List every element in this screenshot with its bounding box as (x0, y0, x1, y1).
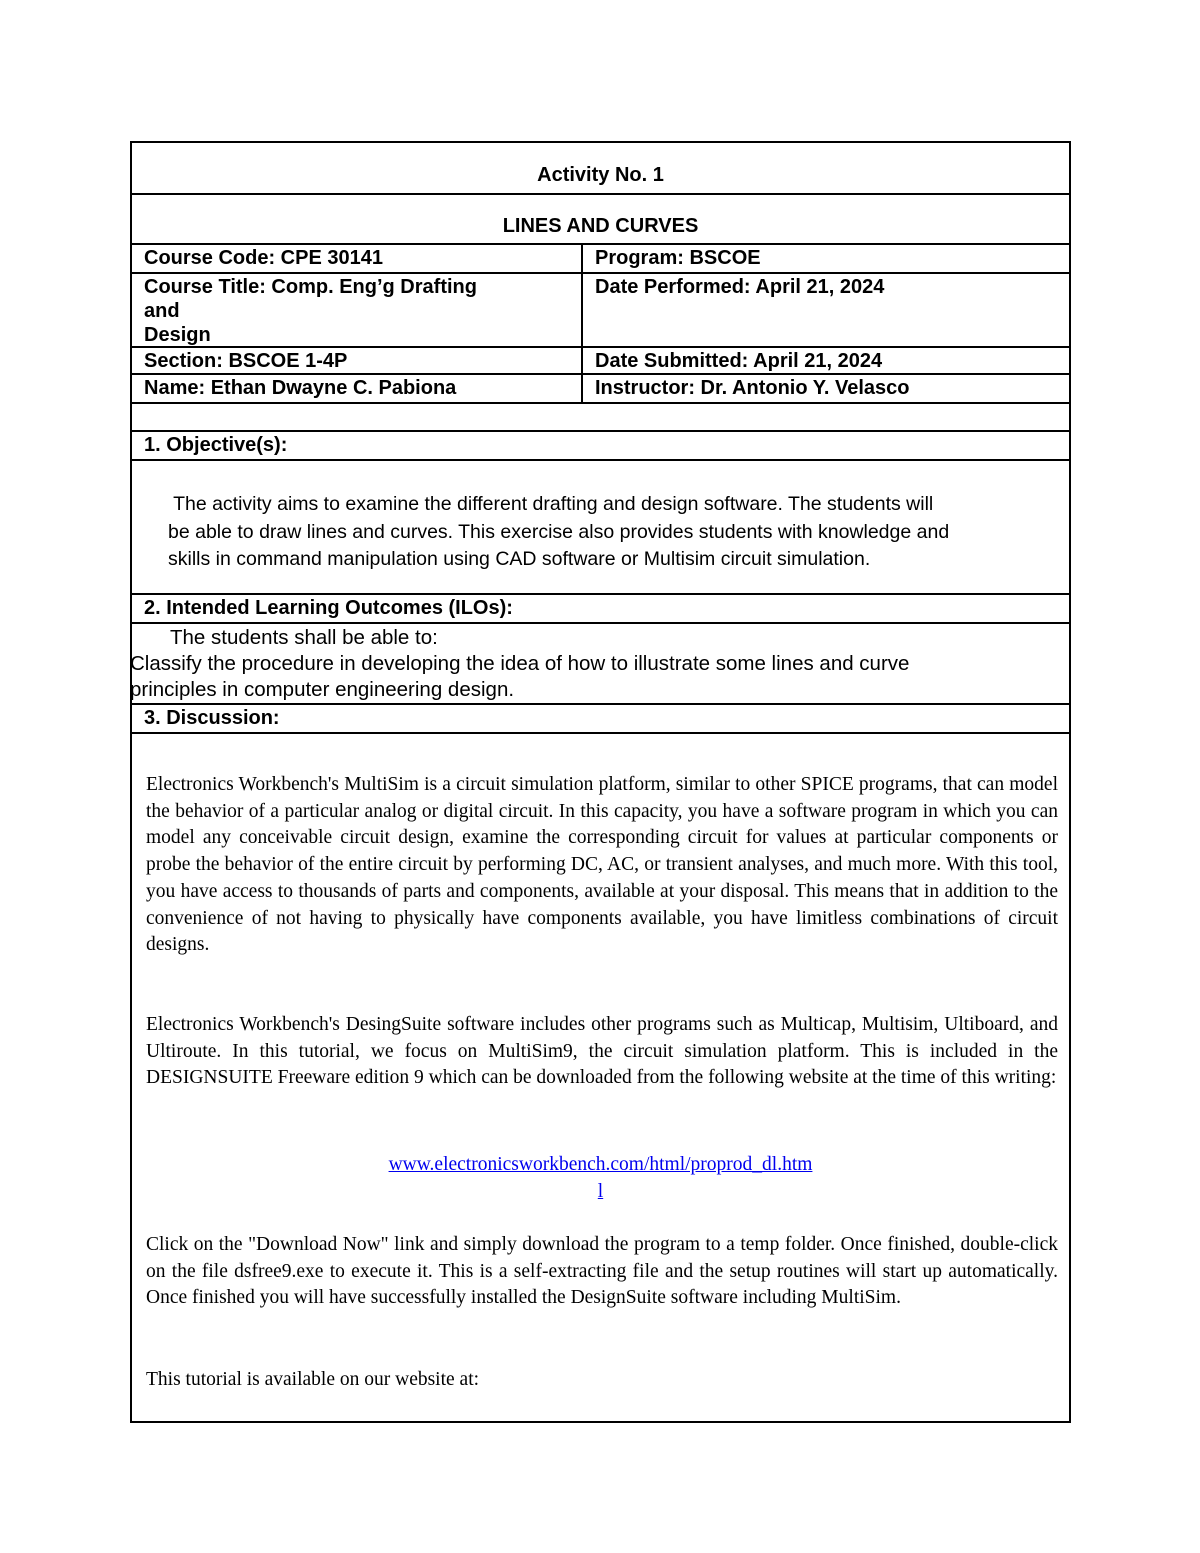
date-submitted: Date Submitted: April 21, 2024 (595, 350, 883, 372)
objectives-line-3: skills in command manipulation using CAD software or Multisim circuit simulation. (168, 548, 871, 570)
ilo-line-1: Classify the procedure in developing the idea of how to illustrate some lines and curve (130, 652, 910, 675)
objectives-heading: 1. Objective(s): (144, 434, 288, 456)
activity-title: LINES AND CURVES (502, 215, 699, 237)
info-row-course-title (132, 274, 1069, 348)
title-row (132, 195, 1069, 245)
discussion-paragraph-3 (146, 1232, 1058, 1312)
spacer-row (132, 404, 1069, 432)
ilo-heading: 2. Intended Learning Outcomes (ILOs): (144, 597, 513, 619)
objectives-heading-row (132, 432, 1069, 461)
course-title (132, 274, 583, 346)
student-name: Name: Ethan Dwayne C. Pabiona (132, 375, 583, 402)
info-row-section (132, 348, 1069, 375)
info-row-course-code (132, 245, 1069, 274)
discussion-paragraph-1 (146, 772, 1058, 959)
course-title-line-3: Design (144, 324, 211, 346)
course-title-line-1: Course Title: Comp. Eng’g Drafting (144, 276, 477, 298)
download-link-block (132, 1152, 1069, 1205)
download-link-continuation[interactable]: l (597, 1180, 604, 1202)
activity-form (130, 141, 1071, 1423)
instructor: Instructor: Dr. Antonio Y. Velasco (595, 377, 910, 399)
course-code: Course Code: CPE 30141 (132, 245, 583, 272)
objectives-text (168, 491, 1068, 574)
program: Program: BSCOE (595, 247, 761, 269)
ilo-line-2: principles in computer engineering design. (130, 678, 515, 701)
objectives-line-1: The activity aims to examine the different drafting and design software. The students will (168, 493, 934, 515)
info-row-name (132, 375, 1069, 404)
ilo-heading-row (132, 595, 1069, 624)
objectives-line-2: be able to draw lines and curves. This exercise also provides students with knowledge and (168, 520, 950, 543)
discussion-body-row (132, 734, 1069, 1421)
discussion-heading: 3. Discussion: (144, 707, 280, 729)
discussion-paragraph-2 (146, 1012, 1058, 1092)
discussion-text-2: Electronics Workbench's DesingSuite software includes other programs such as Multicap, Multisim, Ultiboard, and Ultiroute. In this tutorial, we focus on MultiSim9, the circuit simulation platform. This is included in the DESIGNSUITE Freeware edition 9 which can be downloaded from the following website at the time of this writing: (146, 1014, 1058, 1089)
section: Section: BSCOE 1-4P (132, 348, 583, 373)
objectives-body-row (132, 461, 1069, 595)
ilo-intro: The students shall be able to: (170, 626, 438, 649)
ilo-body-row (132, 624, 1069, 705)
date-performed: Date Performed: April 21, 2024 (595, 276, 885, 298)
download-link[interactable]: www.electronicsworkbench.com/html/proprod_dl.htm (388, 1154, 813, 1175)
activity-number-row (132, 143, 1069, 195)
activity-number: Activity No. 1 (537, 164, 664, 186)
discussion-text-4: This tutorial is available on our website at: (146, 1369, 480, 1390)
discussion-paragraph-4 (146, 1367, 1058, 1394)
course-title-line-2: and (144, 300, 180, 322)
discussion-text-1: Electronics Workbench's MultiSim is a circuit simulation platform, similar to other SPICE programs, that can model the behavior of a particular analog or digital circuit. In this capacity, you have a software program in which you can model any conceivable circuit design, examine the corresponding circuit for values at particular components or probe the behavior of the entire circuit by performing DC, AC, or transient analyses, and much more. With this tool, you have access to thousands of parts and components, available at your disposal. This means that in addition to the convenience of not having to physically have components available, you have limitless combinations of circuit designs. (146, 774, 1058, 956)
discussion-text-3: Click on the "Download Now" link and simply download the program to a temp folder. Once finished, double-click on the file dsfree9.exe to execute it. This is a self-extracting file and the setup routines will start up automatically. Once finished you will have successfully installed the DesignSuite software including MultiSim. (146, 1234, 1058, 1309)
discussion-heading-row (132, 705, 1069, 734)
